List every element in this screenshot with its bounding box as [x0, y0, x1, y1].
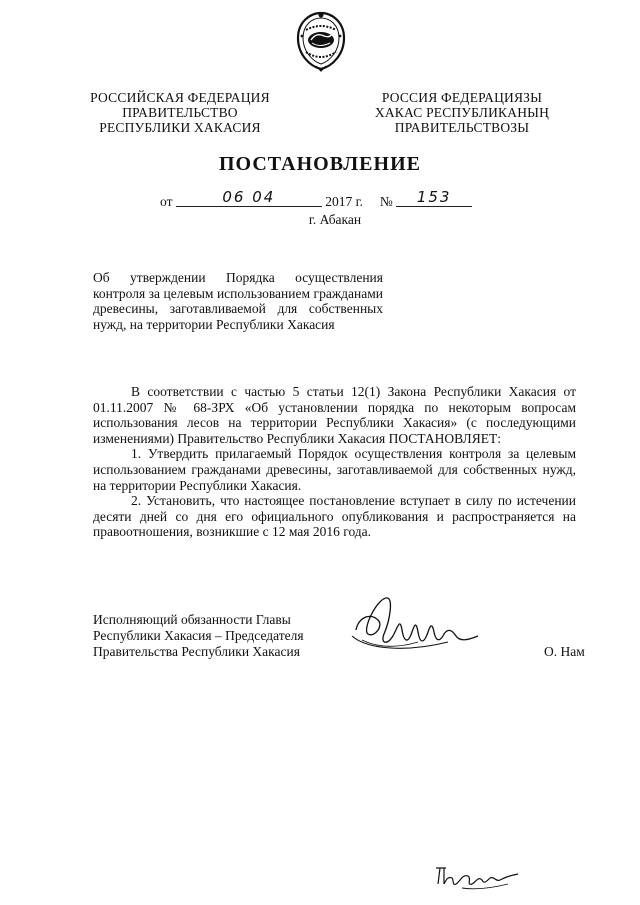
header-right-line: РОССИЯ ФЕДЕРАЦИЯЗЫ — [381, 90, 543, 105]
handwritten-number: 153 — [416, 188, 452, 206]
handwritten-date: 06 04 — [222, 188, 276, 206]
header-left-block — [80, 90, 280, 135]
signatory-position — [93, 612, 304, 660]
handwritten-signature — [348, 590, 498, 670]
document-title: ПОСТАНОВЛЕНИЕ — [219, 153, 421, 175]
signatory-position-line: Правительства Республики Хакасия — [93, 644, 300, 659]
document-body — [93, 384, 576, 540]
signatory-position-line: Исполняющий обязанности Главы — [93, 612, 291, 627]
document-subject: Об утверждении Порядка осуществления контроля за целевым использованием гражданами древесины, заготавливаемой для собственных нужд, на территории Республики Хакасия — [93, 270, 383, 332]
header-right-block — [362, 90, 562, 135]
date-blank — [176, 188, 322, 207]
date-prefix: от — [160, 194, 173, 209]
header-right-line: ХАКАС РЕСПУБЛИКАНЫҢ — [374, 105, 550, 120]
body-paragraph: В соответствии с частью 5 статьи 12(1) Закона Республики Хакасия от 01.11.2007 № 68-ЗРХ «Об установлении порядка по некоторым вопросам использования лесов на территории Республики Хакасия» (с последующими изменениями) Правительство Республики Хакасия ПОСТАНОВЛЯЕТ: — [93, 384, 576, 446]
body-paragraph: 1. Утвердить прилагаемый Порядок осуществления контроля за целевым использованием гражданами древесины, заготавливаемой для собственных нужд, на территории Республики Хакасия. — [93, 446, 576, 493]
signatory-name: О. Нам — [544, 644, 585, 659]
header-left-line: РОССИЙСКАЯ ФЕДЕРАЦИЯ — [90, 90, 270, 105]
header-left-line: РЕСПУБЛИКИ ХАКАСИЯ — [99, 120, 261, 135]
body-paragraph: 2. Установить, что настоящее постановление вступает в силу по истечении десяти дней со дня его официального опубликования и распространяется на правоотношения, возникшие с 12 мая 2016 года. — [93, 493, 576, 540]
handwritten-initials — [432, 862, 522, 892]
date-year: 2017 г. — [325, 194, 363, 209]
number-blank — [396, 188, 472, 207]
date-line — [160, 188, 472, 210]
city-label: г. Абакан — [308, 212, 362, 227]
number-label: № — [379, 194, 393, 209]
header-right-line: ПРАВИТЕЛЬСТВОЗЫ — [394, 120, 530, 135]
header-left-line: ПРАВИТЕЛЬСТВО — [122, 105, 238, 120]
coat-of-arms-icon — [292, 10, 350, 72]
signatory-position-line: Республики Хакасия – Председателя — [93, 628, 304, 643]
